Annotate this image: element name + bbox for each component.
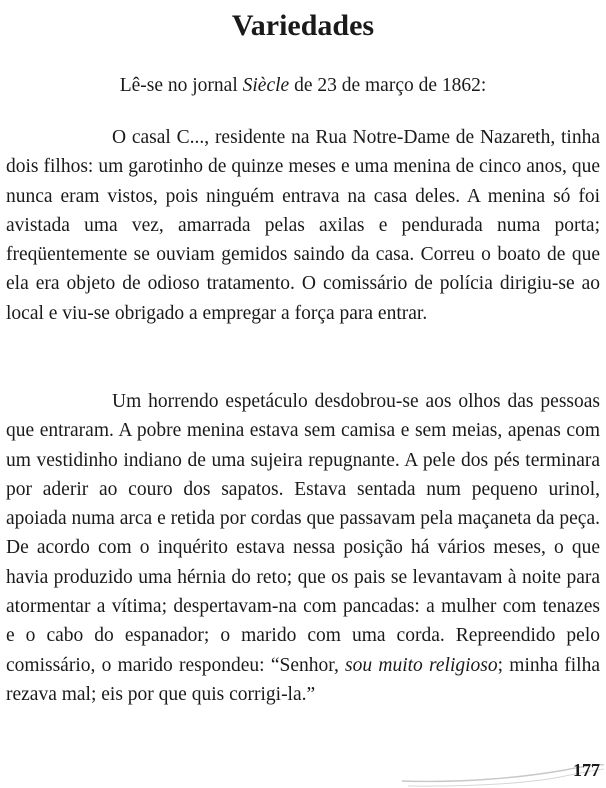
page-title: Variedades <box>231 9 375 42</box>
citation-prefix: Lê-se no jornal <box>119 75 243 96</box>
page-number: 177 <box>573 760 600 780</box>
paragraph-2-text: Um horrendo espetáculo desdobrou-se aos olhos das pessoas que entraram. A pobre menina estava sem camisa e sem meias, apenas com um vestidinho indiano de uma sujeira repugnante. A pele dos pés terminara por aderir ao couro dos sapatos. Estava sentada num pequeno urinol, apoiada numa arca e retida por cordas que passavam pela maçaneta da peça. De acordo com o inquérito estava nessa posição há vários meses, o que havia produzido uma hérnia do reto; que os pais se levantavam à noite para atormentar a vítima; despertavam-na com pancadas: a mulher com tenazes e o cabo do espanador; o marido com uma corda. Repreendido pelo comissário, o marido respondeu: “Senhor, <box>6 391 600 676</box>
paragraph-2-emphasis: sou muito religioso <box>345 654 498 676</box>
paragraph-2 <box>6 387 600 709</box>
paragraph-1: O casal C..., residente na Rua Notre-Dame de Nazareth, tinha dois filhos: um garotinho de quinze meses e uma menina de cinco anos, que nunca eram vistos, pois ninguém entrava na casa deles. A menina só foi avistada uma vez, amarrada pelas axilas e pendurada numa porta; freqüentemente se ouviam gemidos saindo da casa. Correu o boato de que ela era objeto de odioso tratamento. O comissário de polícia dirigiu-se ao local e viu-se obrigado a empregar a força para entrar. <box>6 127 600 324</box>
paragraph-2-ending: ; minha filha rezava mal; eis por que quis corrigi-la.” <box>6 654 600 705</box>
citation-line <box>0 72 606 100</box>
citation-suffix: de 23 de março de 1862: <box>289 75 487 96</box>
journal-name: Siècle <box>242 75 290 96</box>
